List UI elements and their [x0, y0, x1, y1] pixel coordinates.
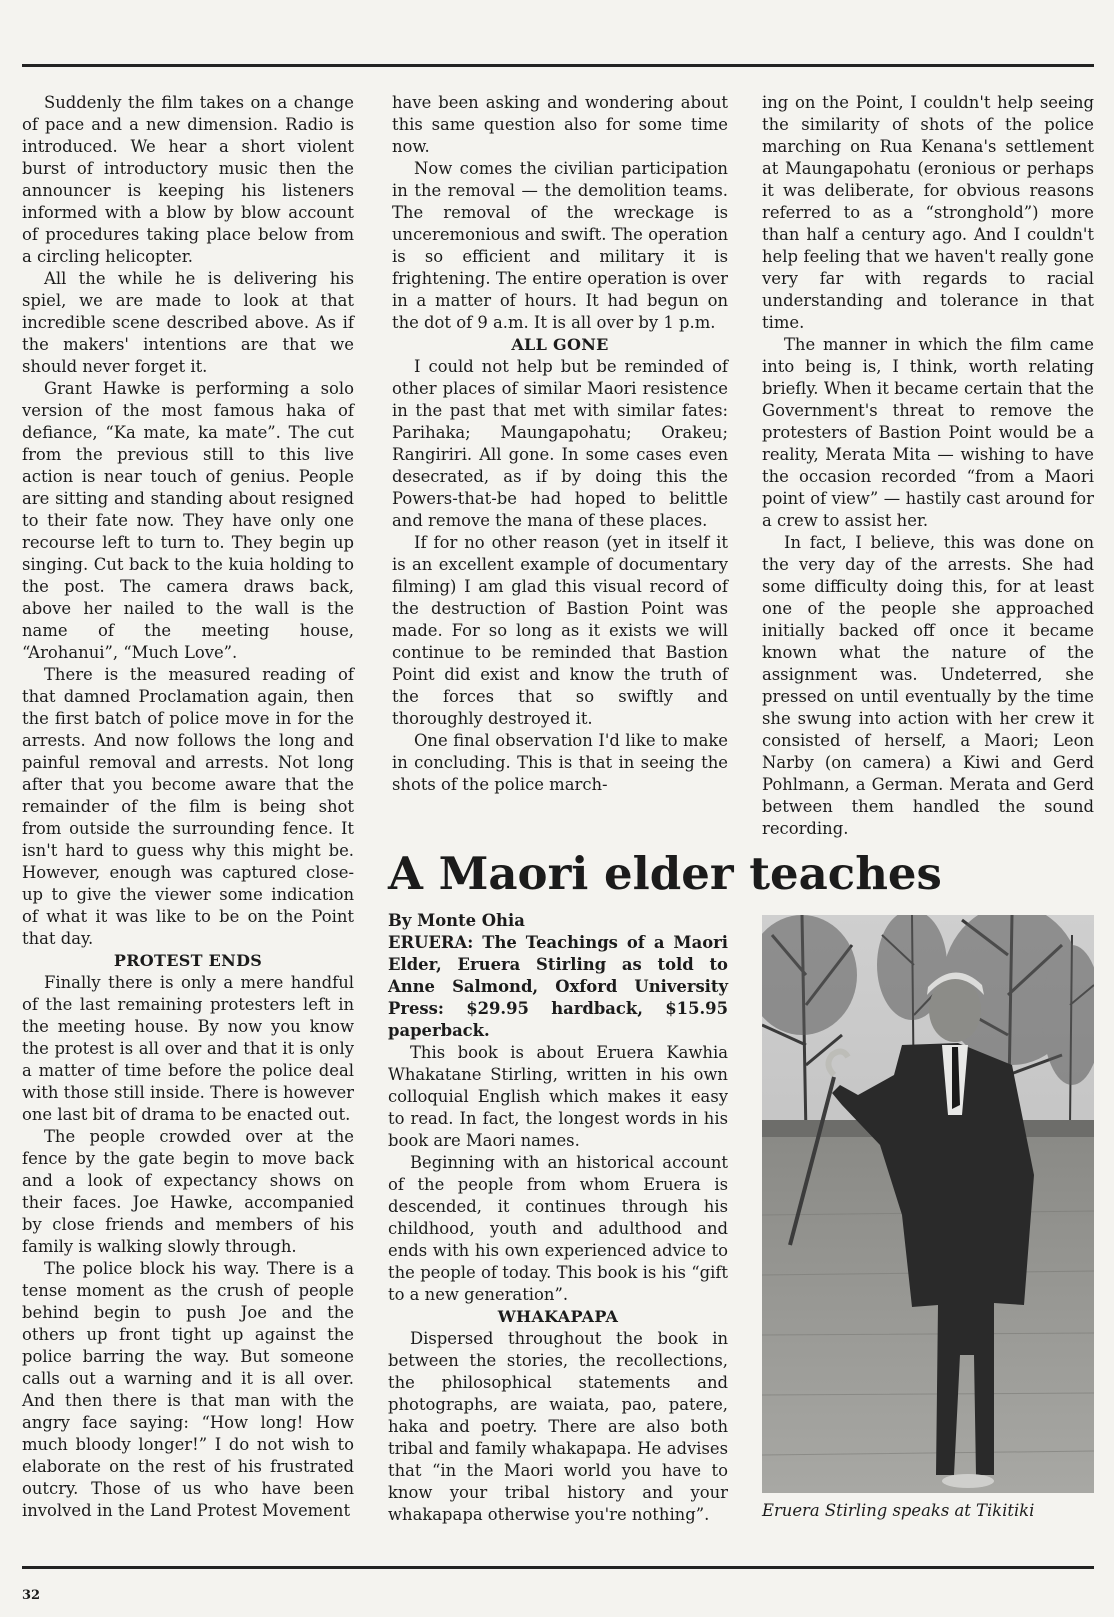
paragraph: I could not help but be reminded of other places of similar Maori resistence in the past that met with similar fates: Parihaka; Maungapohatu; Orakeu; Rangiriri. All gone. In some cases even desecrated, as if by doing this the Powers-that-be had hoped to belittle and remove the mana of these places. — [392, 357, 728, 530]
paragraph: Finally there is only a mere handful of the last remaining protesters left in the meeting house. By now you know the protest is all over and that it is only a matter of time before the police deal with those still inside. There is however one last bit of drama to be enacted out. — [22, 973, 354, 1124]
article-headline: A Maori elder teaches — [388, 847, 942, 900]
elder-photo — [762, 915, 1094, 1493]
paragraph: ing on the Point, I couldn't help seeing the similarity of shots of the police marching on Rua Kenana's settlement at Maungapohatu (eronious or perhaps it was deliberate, for obvious reasons referred to as a “stronghold”) more than half a century ago. And I couldn't help feeling that we haven't really gone very far with regards to racial understanding and tolerance in that time. — [762, 93, 1094, 332]
subheading-protest-ends: PROTEST ENDS — [113, 951, 263, 970]
book-info: ERUERA: The Teachings of a Maori Elder, Eruera Stirling as told to Anne Salmond, Oxford University Press: $29.95 hardback, $15.95 paperback. — [388, 933, 728, 1040]
paragraph: One final observation I'd like to make in concluding. This is that in seeing the shots of the police march- — [392, 731, 728, 794]
paragraph: The manner in which the film came into being is, I think, worth relating briefly. When it became certain that the Government's threat to remove the protesters of Bastion Point would be a reality, Merata Mita — wishing to have the occasion recorded “from a Maori point of view” — hastily cast around for a crew to assist her. — [762, 335, 1094, 530]
top-rule — [22, 64, 1094, 67]
column-2 — [392, 92, 728, 796]
paragraph: Now comes the civilian participation in the removal — the demolition teams. The removal of the wreckage is unceremonious and swift. The operation is so efficient and military it is frightening. The entire operation is over in a matter of hours. It had begun on the dot of 9 a.m. It is all over by 1 p.m. — [392, 159, 728, 332]
subheading-all-gone: ALL GONE — [511, 335, 609, 354]
byline: By Monte Ohia — [388, 911, 525, 930]
column-1 — [22, 92, 354, 1522]
paragraph: There is the measured reading of that damned Proclamation again, then the first batch of police move in for the arrests. And now follows the long and painful removal and arrests. Not long after that you become aware that the remainder of the film is being shot from outside the surrounding fence. It isn't hard to guess why this might be. However, enough was captured close-up to give the viewer some indication of what it was like to be on the Point that day. — [22, 665, 354, 948]
paragraph: If for no other reason (yet in itself it is an excellent example of documentary filming) I am glad this visual record of the destruction of Bastion Point was made. For so long as it exists we will continue to be reminded that Bastion Point did exist and know the truth of the forces that so swiftly and thoroughly destroyed it. — [392, 533, 728, 728]
page-number: 32 — [22, 1588, 41, 1603]
paragraph: Grant Hawke is performing a solo version of the most famous haka of defiance, “Ka mate, ka mate”. The cut from the previous still to this live action is near touch of genius. People are sitting and standing about resigned to their fate now. They have only one recourse left to turn to. They begin up singing. Cut back to the kuia holding to the post. The camera draws back, above her nailed to the wall is the name of the meeting house, “Arohanui”, “Much Love”. — [22, 379, 354, 662]
paragraph: All the while he is delivering his spiel, we are made to look at that incredible scene described above. As if the makers' intentions are that we should never forget it. — [22, 269, 354, 376]
paragraph: This book is about Eruera Kawhia Whakatane Stirling, written in his own colloquial English which makes it easy to read. In fact, the longest words in his book are Maori names. — [388, 1043, 728, 1150]
paragraph: The people crowded over at the fence by the gate begin to move back and a look of expectancy shows on their faces. Joe Hawke, accompanied by close friends and members of his family is walking slowly through. — [22, 1127, 354, 1256]
subheading-whakapapa: WHAKAPAPA — [497, 1307, 619, 1326]
paragraph: Dispersed throughout the book in between the stories, the recollections, the philosophical statements and photographs, are waiata, pao, patere, haka and poetry. There are also both tribal and family whakapapa. He advises that “in the Maori world you have to know your tribal history and your whakapapa otherwise you're nothing”. — [388, 1329, 728, 1524]
paragraph: Suddenly the film takes on a change of pace and a new dimension. Radio is introduced. We hear a short violent burst of introductory music then the announcer is keeping his listeners informed with a blow by blow account of procedures taking place below from a circling helicopter. — [22, 93, 354, 266]
column-3 — [762, 92, 1094, 840]
review-column — [388, 910, 728, 1526]
paragraph: The police block his way. There is a tense moment as the crush of people behind begin to push Joe and the others up front tight up against the police barring the way. But someone calls out a warning and it is all over. And then there is that man with the angry face saying: “How long! How much bloody longer!” I do not wish to elaborate on the rest of his frustrated outcry. Those of us who have been involved in the Land Protest Movement — [22, 1259, 354, 1520]
bottom-rule — [22, 1566, 1094, 1569]
photo-caption: Eruera Stirling speaks at Tikitiki — [762, 1501, 1035, 1520]
paragraph: In fact, I believe, this was done on the very day of the arrests. She had some difficulty doing this, for at least one of the people she approached initially backed off once it became known what the nature of the assignment was. Undeterred, she pressed on until eventually by the time she swung into action with her crew it consisted of herself, a Maori; Leon Narby (on camera) a Kiwi and Gerd Pohlmann, a German. Merata and Gerd between them handled the sound recording. — [762, 533, 1094, 838]
paragraph: have been asking and wondering about this same question also for some time now. — [392, 93, 728, 156]
paragraph: Beginning with an historical account of the people from whom Eruera is descended, it continues through his childhood, youth and adulthood and ends with his own experienced advice to the people of today. This book is his “gift to a new generation”. — [388, 1153, 728, 1304]
